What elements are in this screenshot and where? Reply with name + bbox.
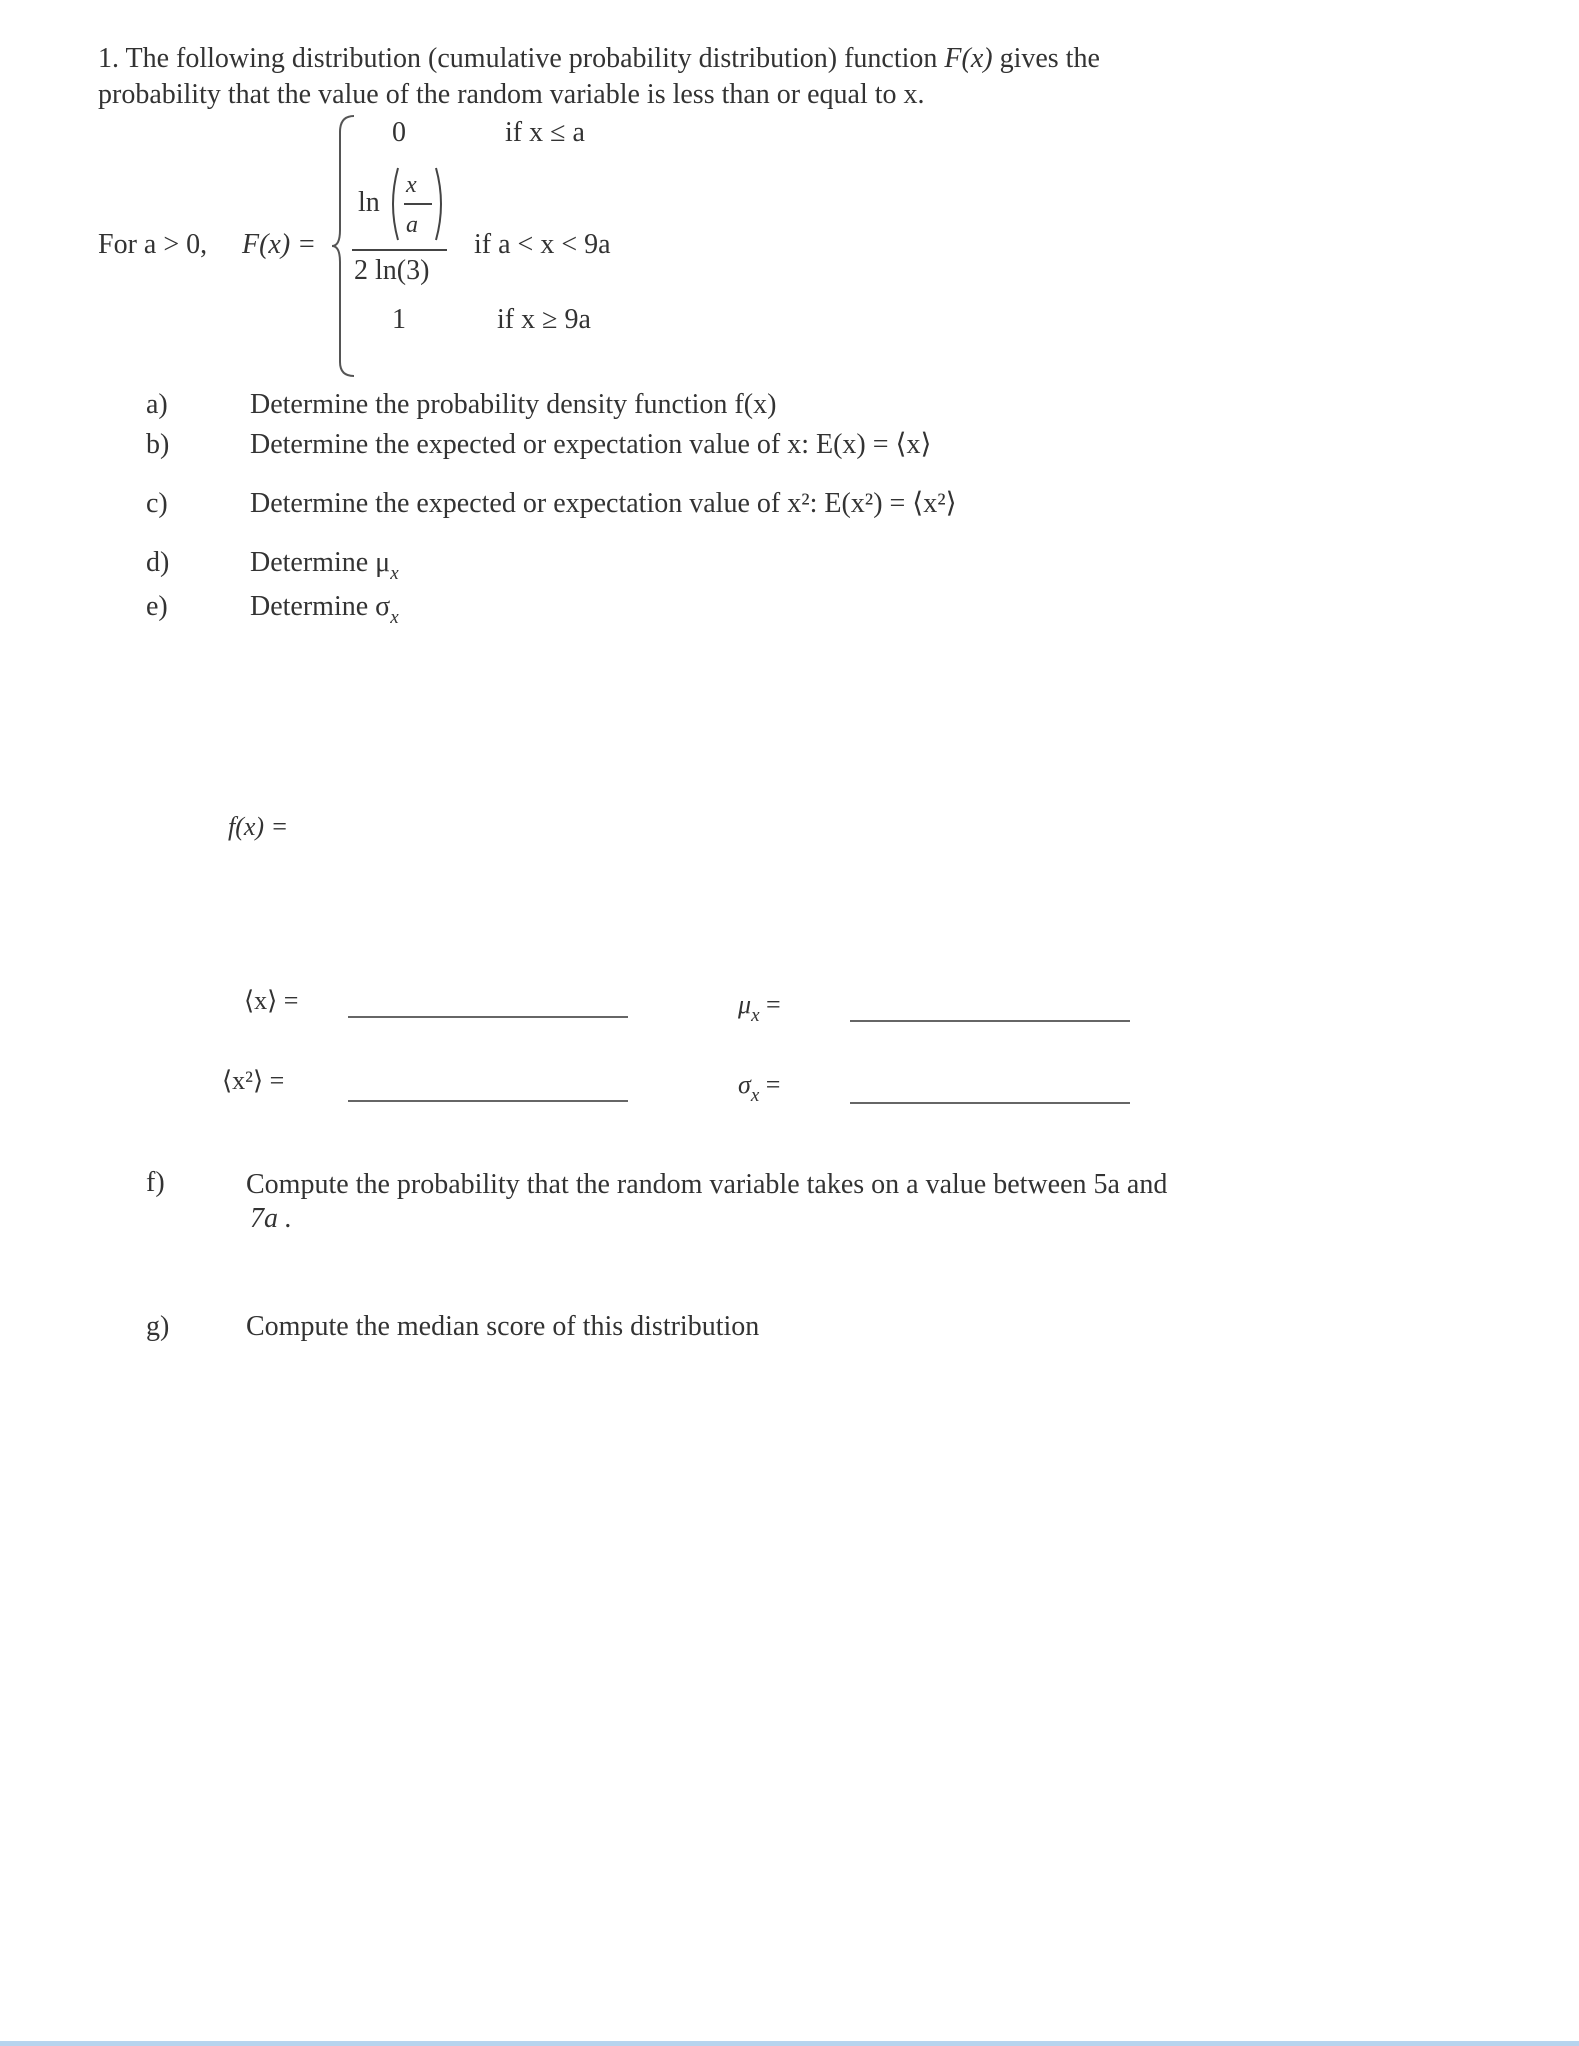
- case1-value: 0: [392, 117, 406, 148]
- task-b-text: Determine the expected or expectation value of x: E(x) = ⟨x⟩: [250, 429, 932, 460]
- sigma-symbol: σ: [738, 1070, 751, 1099]
- sigma-label: [738, 1068, 780, 1113]
- mean-x-blank[interactable]: [348, 1016, 628, 1018]
- problem-intro-part1: The following distribution (cumulative probability distribution) function: [125, 43, 945, 74]
- task-b-label: b): [146, 429, 170, 460]
- mu-subscript: x: [751, 1005, 760, 1026]
- sigma-blank[interactable]: [850, 1102, 1130, 1104]
- task-d-main: Determine μ: [250, 547, 391, 578]
- problem-number: 1.: [98, 43, 119, 74]
- piecewise-brace: [330, 112, 360, 380]
- task-g-label: g): [146, 1311, 170, 1342]
- task-e-text: [250, 590, 399, 635]
- task-g-text: Compute the median score of this distribution: [246, 1311, 760, 1342]
- case1-condition: if x ≤ a: [505, 117, 585, 148]
- case3-value: 1: [392, 304, 406, 335]
- sigma-subscript: x: [750, 1085, 760, 1106]
- mean-x2-blank[interactable]: [348, 1100, 628, 1102]
- problem-intro-part2: gives the: [992, 43, 1100, 74]
- task-c-label: c): [146, 488, 168, 519]
- case2-denominator: 2 ln(3): [354, 255, 430, 286]
- task-f-text-line1: Compute the probability that the random variable takes on a value between 5a and: [246, 1169, 1168, 1200]
- case2-paren: [388, 164, 448, 244]
- task-e-label: e): [146, 591, 168, 622]
- mu-equals: =: [766, 990, 781, 1019]
- task-f-label: f): [146, 1167, 165, 1198]
- mu-symbol: μ: [738, 990, 752, 1019]
- mean-x2-label: ⟨x²⟩ =: [222, 1066, 285, 1095]
- case2-condition: if a < x < 9a: [474, 229, 611, 260]
- mean-x-label: ⟨x⟩ =: [244, 986, 299, 1015]
- task-a-text: Determine the probability density function f(x): [250, 389, 777, 420]
- problem-statement-line1: [98, 42, 1100, 76]
- case3-condition: if x ≥ 9a: [497, 304, 591, 335]
- case2-ln: ln: [358, 187, 380, 218]
- mu-label: [738, 988, 781, 1033]
- case2-a: a: [406, 212, 418, 238]
- page-bottom-border: [0, 2041, 1579, 2046]
- sigma-equals: =: [765, 1070, 781, 1099]
- problem-F-of-x: F(x): [944, 43, 993, 74]
- task-c-text: Determine the expected or expectation value of x²: E(x²) = ⟨x²⟩: [250, 488, 957, 519]
- task-e-subscript: x: [390, 607, 399, 628]
- task-d-label: d): [146, 547, 170, 578]
- case2-x: x: [406, 172, 417, 198]
- problem-statement-line2: probability that the value of the random variable is less than or equal to x.: [98, 79, 925, 110]
- task-a-label: a): [146, 389, 168, 420]
- task-d-text: [250, 546, 399, 591]
- function-lhs: F(x) =: [242, 229, 317, 260]
- task-d-subscript: x: [390, 563, 399, 584]
- fx-answer-label: f(x) =: [228, 812, 289, 841]
- case2-fraction-line: [352, 249, 447, 251]
- task-e-main: Determine σ: [250, 591, 391, 622]
- task-f-text-line2: 7a .: [250, 1203, 292, 1234]
- definition-condition: For a > 0,: [98, 229, 208, 260]
- mu-blank[interactable]: [850, 1020, 1130, 1022]
